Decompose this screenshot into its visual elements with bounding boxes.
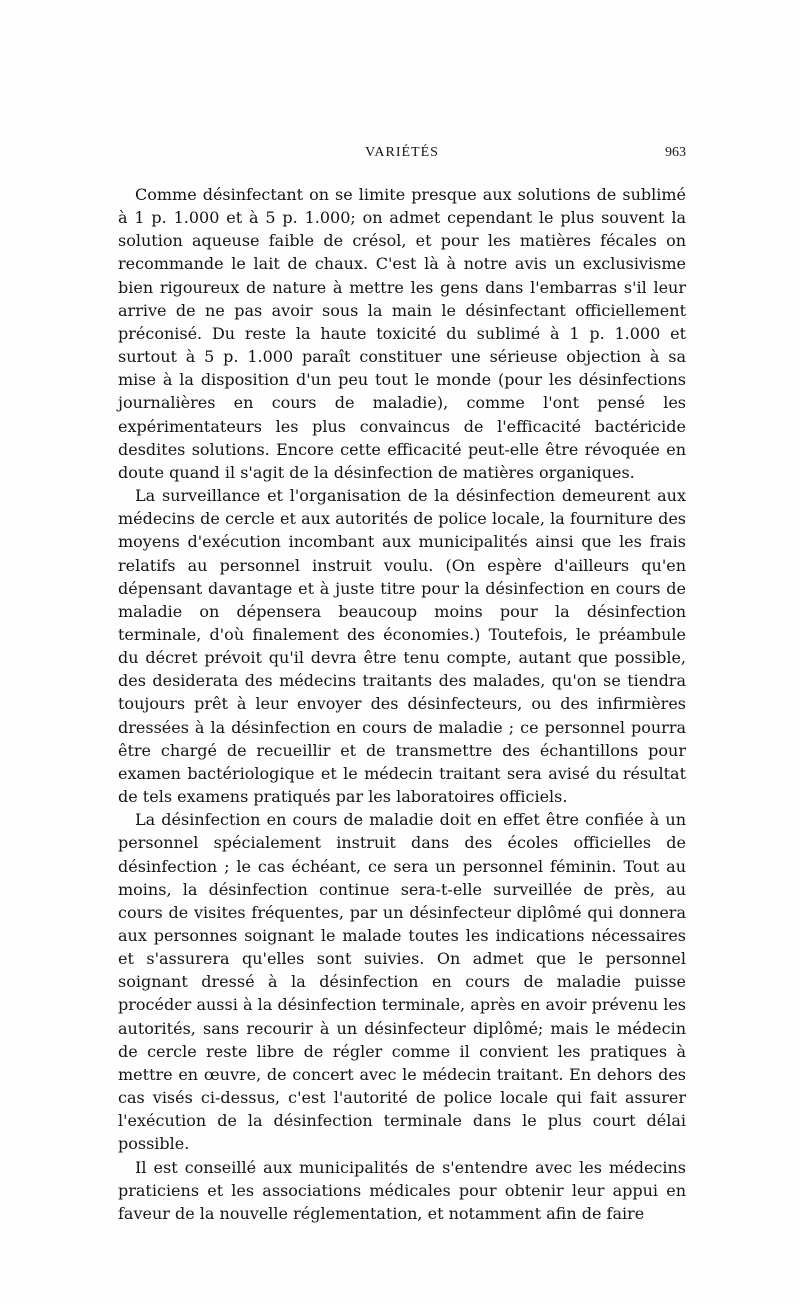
paragraph: Comme désinfectant on se limite presque aux solutions de sublimé à 1 p. 1.000 et à 5 p. 1.000; on admet cependant le plus souvent la solution aqueuse faible de crésol, et pour les matières fécales on recommande le lait de chaux. C'est là à notre avis un exclusivisme bien rigoureux de nature à mettre les gens dans l'embarras s'il leur arrive de ne pas avoir sous la main le désinfectant officiellement préconisé. Du reste la haute toxicité du sublimé à 1 p. 1.000 et surtout à 5 p. 1.000 paraît constituer une sérieuse objection à sa mise à la disposition d'un peu tout le monde (pour les désinfections journalières en cours de maladie), comme l'ont pensé les expérimentateurs les plus convaincus de l'efficacité bactéricide desdites solutions. Encore cette efficacité peut-elle être révoquée en doute quand il s'agit de la désinfection de matières organiques.	[118, 185, 686, 482]
running-head	[118, 145, 686, 167]
paragraph: Il est conseillé aux municipalités de s'entendre avec les médecins praticiens et les associations médicales pour obtenir leur appui en faveur de la nouvelle réglementation, et notamment afin de faire	[118, 1157, 686, 1223]
page-number: 963	[665, 145, 686, 160]
body-text	[118, 183, 686, 1225]
running-title: VARIÉTÉS	[365, 145, 439, 160]
paragraph: La surveillance et l'organisation de la désinfection demeurent aux médecins de cercle et aux autorités de police locale, la fourniture des moyens d'exécution incombant aux municipalités ainsi que les frais relatifs au personnel instruit voulu. (On espère d'ailleurs qu'en dépensant davantage et à juste titre pour la désinfection en cours de maladie on dépensera beaucoup moins pour la désinfection terminale, d'où finalement des économies.) Toutefois, le préambule du décret prévoit qu'il devra être tenu compte, autant que possible, des desiderata des médecins traitants des malades, qu'on se tiendra toujours prêt à leur envoyer des désinfecteurs, ou des infirmières dressées à la désinfection en cours de maladie ; ce personnel pourra être chargé de recueillir et de transmettre des échantillons pour examen bactériologique et le médecin traitant sera avisé du résultat de tels examens pratiqués par les laboratoires officiels.	[118, 486, 686, 807]
paragraph: La désinfection en cours de maladie doit en effet être confiée à un personnel spécialement instruit dans des écoles officielles de désinfection ; le cas échéant, ce sera un personnel féminin. Tout au moins, la désinfection continue sera-t-elle surveillée de près, au cours de visites fréquentes, par un désinfecteur diplômé qui donnera aux personnes soignant le malade toutes les indications nécessaires et s'assurera qu'elles sont suivies. On admet que le personnel soignant dressé à la désinfection en cours de maladie puisse procéder aussi à la désinfection terminale, après en avoir prévenu les autorités, sans recourir à un désinfecteur diplômé; mais le médecin de cercle reste libre de régler comme il convient les pratiques à mettre en œuvre, de concert avec le médecin traitant. En dehors des cas visés ci-dessus, c'est l'autorité de police locale qui fait assurer l'exécution de la désinfection terminale dans le plus court délai possible.	[118, 810, 686, 1154]
